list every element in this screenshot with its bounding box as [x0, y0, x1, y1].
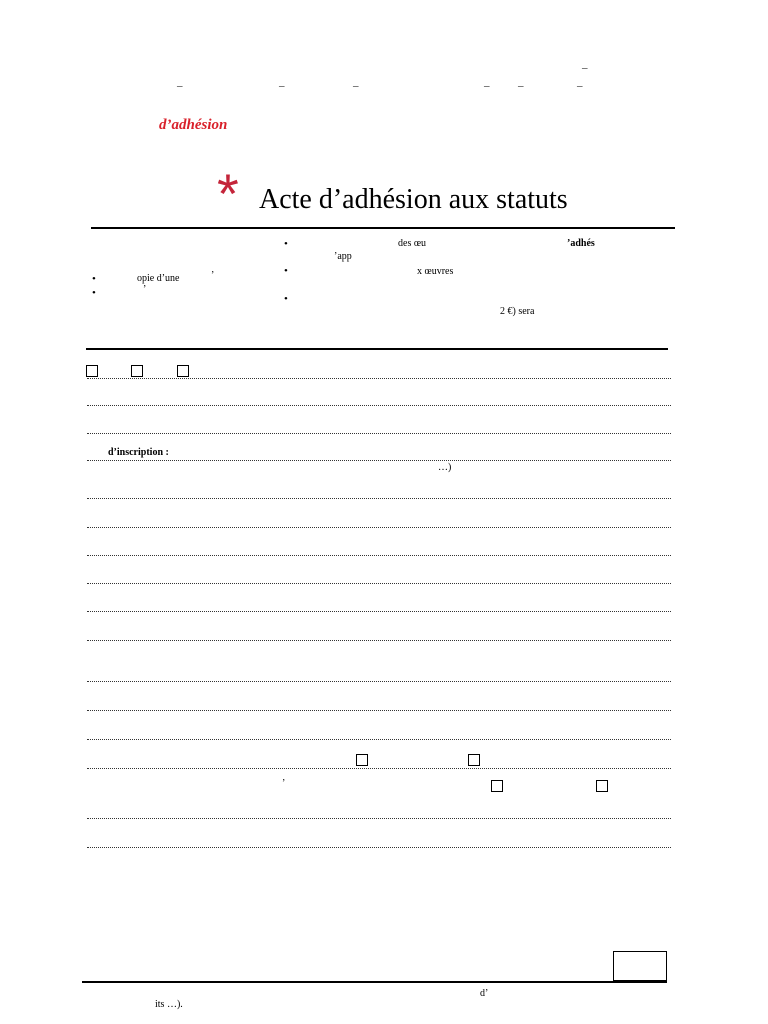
asterisk-icon: * — [217, 162, 239, 225]
header-dash: – — [577, 80, 583, 92]
header-dash: – — [518, 80, 524, 92]
inscription-label: d’inscription : — [108, 447, 169, 458]
right-item-2: x œuvres — [417, 266, 454, 277]
section-rule — [86, 348, 668, 350]
checkbox[interactable] — [177, 365, 189, 377]
right-item-1a: des œu — [398, 238, 427, 249]
checkbox[interactable] — [86, 365, 98, 377]
header-dash: – — [484, 80, 490, 92]
form-line[interactable] — [87, 527, 671, 528]
form-line[interactable] — [87, 555, 671, 556]
checkbox[interactable] — [596, 780, 608, 792]
left-item-1-tail: ’ — [211, 270, 215, 281]
header-dash: – — [279, 80, 285, 92]
document-title: Acte d’adhésion aux statuts — [259, 184, 568, 215]
right-item-1c: ’app — [334, 251, 352, 262]
left-item-1: opie d’une — [137, 273, 180, 284]
checkbox[interactable] — [491, 780, 503, 792]
header-dash: – — [177, 80, 183, 92]
form-line[interactable] — [87, 498, 671, 499]
bullet: • — [284, 293, 288, 305]
left-item-2: ’ — [143, 284, 147, 295]
form-line[interactable] — [87, 847, 671, 848]
bullet: • — [284, 265, 288, 277]
form-line[interactable] — [87, 768, 671, 769]
form-line[interactable] — [87, 460, 671, 461]
title-rule — [91, 227, 675, 229]
footer-d-mark: d’ — [480, 988, 489, 999]
header-dash: – — [353, 80, 359, 92]
form-line[interactable] — [87, 739, 671, 740]
subtitle-red: d’adhésion — [159, 117, 228, 133]
form-line[interactable] — [87, 611, 671, 612]
right-item-1b: ’adhés — [567, 238, 595, 249]
footer-rule — [82, 981, 667, 983]
header-dash: – — [582, 62, 588, 74]
form-line[interactable] — [87, 710, 671, 711]
form-apostrophe: ’ — [282, 778, 286, 789]
form-line[interactable] — [87, 433, 671, 434]
form-line[interactable] — [87, 681, 671, 682]
bullet: • — [92, 273, 96, 285]
footer-its: its …). — [155, 999, 183, 1010]
right-item-3: 2 €) sera — [500, 306, 535, 317]
footer-box — [613, 951, 667, 981]
bullet: • — [284, 238, 288, 250]
checkbox[interactable] — [131, 365, 143, 377]
form-line[interactable] — [87, 583, 671, 584]
form-line[interactable] — [87, 818, 671, 819]
bullet: • — [92, 287, 96, 299]
form-line[interactable] — [87, 405, 671, 406]
form-line[interactable] — [87, 378, 671, 379]
checkbox[interactable] — [468, 754, 480, 766]
form-line[interactable] — [87, 640, 671, 641]
inscription-note: …) — [438, 462, 452, 473]
checkbox[interactable] — [356, 754, 368, 766]
